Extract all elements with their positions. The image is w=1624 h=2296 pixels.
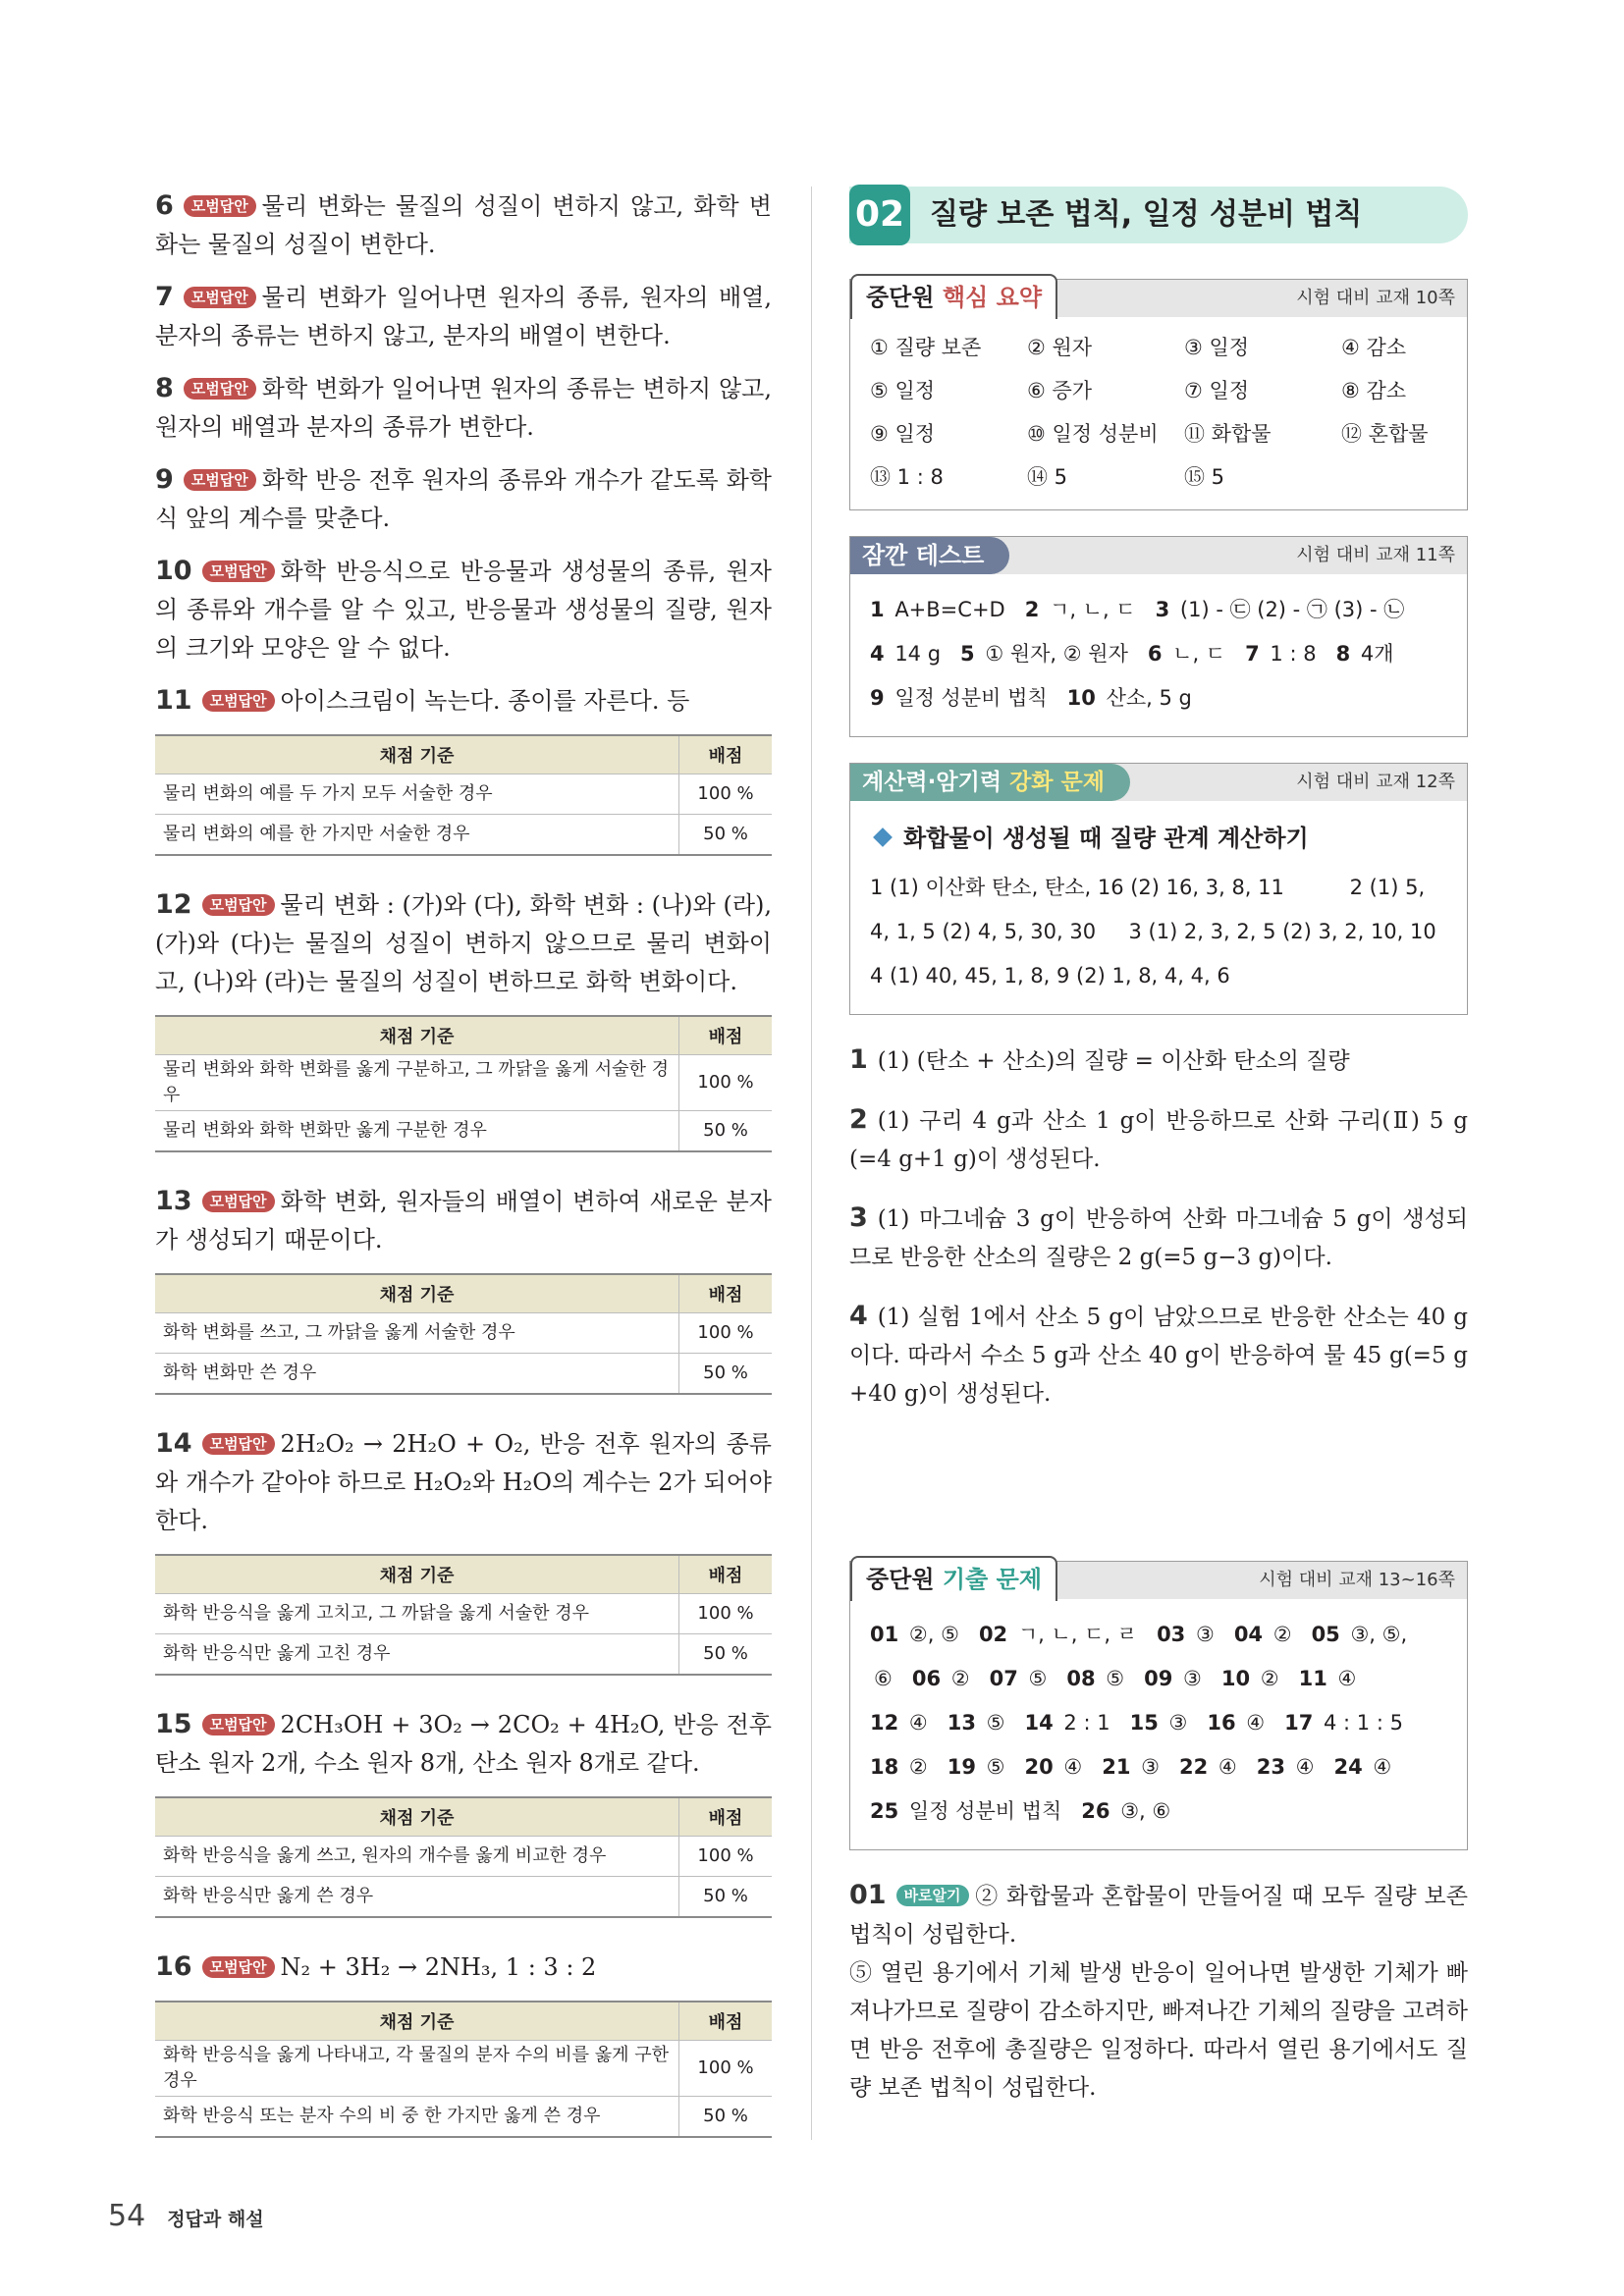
answer-item xyxy=(947,1755,1005,1779)
rubric-points: 50 % xyxy=(679,1111,772,1152)
table-row xyxy=(155,1313,772,1354)
question-number: 8 xyxy=(155,373,174,403)
item-number: 26 xyxy=(1081,1799,1110,1823)
item-number: 1 xyxy=(870,598,885,621)
model-answer-badge: 모범답안 xyxy=(184,287,256,308)
item-value: ㄴ, ㄷ xyxy=(1172,642,1226,666)
item-number: 02 xyxy=(978,1623,1008,1646)
answer-item xyxy=(1066,1667,1124,1690)
question-number: 13 xyxy=(155,1186,192,1216)
answer-item xyxy=(870,1711,928,1735)
answer-item xyxy=(1081,1799,1170,1823)
reference-page: 시험 대비 교재 10쪽 xyxy=(1296,288,1455,308)
item-value: 일정 성분비 법칙 xyxy=(894,686,1048,710)
item-number: 8 xyxy=(1335,642,1351,666)
table-row xyxy=(155,815,772,856)
question-number: 2 xyxy=(849,1104,868,1135)
reference-page: 시험 대비 교재 12쪽 xyxy=(1296,772,1455,792)
item-number: 16 xyxy=(1207,1711,1236,1735)
diamond-bullet-icon xyxy=(873,828,893,847)
answer-text: 화학 반응식으로 반응물과 생성물의 종류, 원자의 종류와 개수를 알 수 있고, 반응물과 생성물의 질량, 원자의 크기와 모양은 알 수 없다. xyxy=(155,558,772,662)
answer-item xyxy=(1025,1755,1083,1779)
answer-item xyxy=(1234,1623,1292,1646)
item-value: ⑤ xyxy=(986,1755,1005,1779)
model-answer-badge: 모범답안 xyxy=(202,561,275,582)
answer-item xyxy=(979,1623,1137,1646)
model-answer-badge: 모범답안 xyxy=(202,690,275,712)
rubric-criterion: 물리 변화의 예를 두 가지 모두 서술한 경우 xyxy=(155,774,679,815)
summary-item: ⑦ 일정 xyxy=(1184,379,1250,402)
rubric-criterion: 화학 반응식만 옳게 고친 경우 xyxy=(155,1634,679,1676)
answer-item xyxy=(1130,1711,1188,1735)
item-number: 22 xyxy=(1179,1755,1209,1779)
answer-item xyxy=(1156,598,1405,621)
item-number: 13 xyxy=(947,1711,976,1735)
table-row xyxy=(155,2097,772,2138)
answer-item xyxy=(1334,1755,1392,1779)
box-header xyxy=(850,1562,1467,1599)
answer-item xyxy=(1025,598,1136,621)
item-number: 05 xyxy=(1311,1623,1340,1646)
rubric-points: 50 % xyxy=(679,2097,772,2138)
item-value: 4 : 1 : 5 xyxy=(1324,1711,1403,1735)
question-number: 16 xyxy=(155,1951,192,1982)
answer-item xyxy=(1157,1623,1215,1646)
table-row xyxy=(155,774,772,815)
explanation-text: ⑤ 열린 용기에서 기체 발생 반응이 일어나면 발생한 기체가 빠져나가므로 질량이 감소하지만, 빠져나간 기체의 질량을 고려하면 반응 전후에 총질량은 일정하다. 따라서 열린 용기에서도 질량 보존 법칙이 성립한다. xyxy=(849,1960,1468,2101)
exam-box xyxy=(849,1561,1468,1850)
rubric-points: 100 % xyxy=(679,774,772,815)
rubric-criterion: 물리 변화와 화학 변화를 옳게 구분하고, 그 까닭을 옳게 서술한 경우 xyxy=(155,1055,679,1111)
chapter-header xyxy=(849,187,1468,243)
rubric-header-criteria: 채점 기준 xyxy=(155,1016,679,1055)
answer-text: N₂ + 3H₂ → 2NH₃, 1 : 3 : 2 xyxy=(280,1953,597,1981)
item-number: 25 xyxy=(870,1799,899,1823)
item-number: 09 xyxy=(1144,1667,1173,1690)
model-answer-badge: 모범답안 xyxy=(184,469,256,491)
answer-8 xyxy=(155,369,772,447)
summary-tag xyxy=(850,274,1057,319)
summary-item: ⑥ 증가 xyxy=(1027,379,1093,402)
rubric-header-points: 배점 xyxy=(679,1274,772,1313)
answer-item xyxy=(1179,1755,1237,1779)
tag-text: 중단원 xyxy=(866,284,943,311)
item-number: 08 xyxy=(1066,1667,1096,1690)
answer-item xyxy=(990,1667,1048,1690)
tag-highlight: 강화 문제 xyxy=(1009,770,1105,795)
summary-item: ⑤ 일정 xyxy=(870,379,936,402)
item-value: (1) - ㉢ (2) - ㉠ (3) - ㉡ xyxy=(1179,598,1405,621)
rubric-points: 100 % xyxy=(679,2041,772,2097)
item-value: ⑤ xyxy=(1106,1667,1125,1690)
answer-item xyxy=(870,598,1005,621)
item-number: 6 xyxy=(1147,642,1163,666)
rubric-table-15 xyxy=(155,1796,772,1918)
answer-text: 물리 변화가 일어나면 원자의 종류, 원자의 배열, 분자의 종류는 변하지 않고, 분자의 배열이 변한다. xyxy=(155,284,772,349)
explanation-4 xyxy=(849,1297,1468,1414)
answer-line xyxy=(870,676,1447,721)
item-number: 7 xyxy=(1245,642,1260,666)
rubric-header-points: 배점 xyxy=(679,735,772,774)
item-value: ④ xyxy=(1246,1711,1266,1735)
item-value: ⑥ xyxy=(874,1667,893,1690)
correction-badge: 바로알기 xyxy=(896,1885,969,1906)
footer-title: 정답과 해설 xyxy=(167,2209,264,2230)
item-value: A+B=C+D xyxy=(894,598,1005,621)
answer-item xyxy=(1336,642,1394,666)
exam-answers xyxy=(850,1599,1467,1849)
answer-12 xyxy=(155,885,772,1001)
question-number: 14 xyxy=(155,1428,192,1459)
answer-item xyxy=(870,1799,1061,1823)
rubric-points: 50 % xyxy=(679,1877,772,1918)
calc-subheading xyxy=(870,819,1447,858)
box-header xyxy=(850,537,1467,574)
item-value: 일정 성분비 법칙 xyxy=(908,1799,1062,1823)
rubric-criterion: 화학 반응식을 옳게 쓰고, 원자의 개수를 옳게 비교한 경우 xyxy=(155,1837,679,1877)
answer-item xyxy=(1257,1755,1315,1779)
summary-item: ⑧ 감소 xyxy=(1341,379,1407,402)
answer-text: 물리 변화는 물질의 성질이 변하지 않고, 화학 변화는 물질의 성질이 변한다. xyxy=(155,192,772,258)
summary-item: ④ 감소 xyxy=(1341,336,1407,359)
answer-line xyxy=(870,588,1447,632)
item-number: 04 xyxy=(1233,1623,1264,1646)
answer-item xyxy=(870,686,1048,710)
rubric-header-criteria: 채점 기준 xyxy=(155,735,679,774)
question-number: 10 xyxy=(155,556,192,586)
answer-line xyxy=(870,1745,1447,1789)
chapter-number: 02 xyxy=(849,185,910,245)
answer-11 xyxy=(155,681,772,721)
answer-13 xyxy=(155,1182,772,1259)
table-row xyxy=(155,1634,772,1676)
model-answer-badge: 모범답안 xyxy=(202,1433,275,1455)
table-row xyxy=(155,1055,772,1111)
answer-text: 화학 반응 전후 원자의 종류와 개수가 같도록 화학식 앞의 계수를 맞춘다. xyxy=(155,466,772,532)
item-number: 20 xyxy=(1024,1755,1054,1779)
item-value: ③ xyxy=(1141,1755,1160,1779)
rubric-points: 100 % xyxy=(679,1837,772,1877)
answer-item xyxy=(912,1667,970,1690)
right-column xyxy=(849,187,1468,2127)
item-value: ㄱ, ㄴ, ㄷ, ㄹ xyxy=(1017,1623,1138,1646)
reference-page: 시험 대비 교재 11쪽 xyxy=(1296,545,1455,565)
question-number: 7 xyxy=(155,282,174,312)
quick-test-tag: 잠깐 테스트 xyxy=(850,537,1009,574)
rubric-table-14 xyxy=(155,1554,772,1676)
answer-item xyxy=(1207,1711,1265,1735)
answer-item xyxy=(960,642,1128,666)
item-number: 11 xyxy=(1298,1667,1327,1690)
item-value: ②, ⑤ xyxy=(908,1623,959,1646)
table-row xyxy=(155,1111,772,1152)
summary-item: ① 질량 보존 xyxy=(870,336,982,359)
item-value: ④ xyxy=(1373,1755,1392,1779)
subheading-text: 화합물이 생성될 때 질량 관계 계산하기 xyxy=(903,825,1309,852)
item-value: 산소, 5 g xyxy=(1106,686,1192,710)
table-row xyxy=(155,1837,772,1877)
item-value: ㄱ, ㄴ, ㄷ xyxy=(1050,598,1136,621)
answer-item xyxy=(870,1755,928,1779)
answer-text: 아이스크림이 녹는다. 종이를 자른다. 등 xyxy=(280,687,690,715)
rubric-header-points: 배점 xyxy=(679,1016,772,1055)
item-value: ② xyxy=(1272,1623,1292,1646)
question-number: 4 xyxy=(849,1301,868,1331)
answer-item xyxy=(1221,1667,1279,1690)
item-value: ③ xyxy=(1183,1667,1202,1690)
table-row xyxy=(155,1594,772,1634)
item-number: 07 xyxy=(989,1667,1018,1690)
answer-line xyxy=(870,1613,1447,1657)
box-header xyxy=(850,280,1467,317)
answer-01 xyxy=(849,1876,1468,2108)
question-number: 9 xyxy=(155,464,174,495)
model-answer-badge: 모범답안 xyxy=(202,1714,275,1735)
calc-tag xyxy=(850,764,1130,801)
answer-line xyxy=(870,1701,1447,1745)
chapter-title: 질량 보존 법칙, 일정 성분비 법칙 xyxy=(930,197,1363,232)
item-number: 15 xyxy=(1129,1711,1159,1735)
summary-answers xyxy=(870,331,1447,494)
rubric-header-criteria: 채점 기준 xyxy=(155,1274,679,1313)
summary-item: ⑮ 5 xyxy=(1184,465,1225,489)
answer-text: 화학 변화, 원자들의 배열이 변하여 새로운 분자가 생성되기 때문이다. xyxy=(155,1188,772,1254)
page-number: 54 xyxy=(108,2199,146,2233)
answer-text: 화학 변화가 일어나면 원자의 종류는 변하지 않고, 원자의 배열과 분자의 종류가 변한다. xyxy=(155,375,772,441)
item-number: 10 xyxy=(1066,686,1096,710)
tag-highlight: 핵심 요약 xyxy=(942,284,1043,311)
item-number: 24 xyxy=(1333,1755,1363,1779)
item-value: ④ xyxy=(1337,1667,1357,1690)
rubric-criterion: 화학 반응식만 옳게 쓴 경우 xyxy=(155,1877,679,1918)
answer-text: 2CH₃OH + 3O₂ → 2CO₂ + 4H₂O, 반응 전후 탄소 원자 2개, 수소 원자 8개, 산소 원자 8개로 같다. xyxy=(155,1711,772,1777)
rubric-table-11 xyxy=(155,734,772,856)
summary-item: ② 원자 xyxy=(1027,336,1093,359)
item-value: ② xyxy=(1260,1667,1279,1690)
answer-10 xyxy=(155,552,772,667)
item-number: 21 xyxy=(1102,1755,1131,1779)
rubric-points: 50 % xyxy=(679,815,772,856)
answer-item xyxy=(1245,642,1316,666)
explanation-2 xyxy=(849,1100,1468,1179)
answer-item xyxy=(1284,1711,1403,1735)
item-number: 18 xyxy=(870,1755,899,1779)
item-number: 06 xyxy=(911,1667,942,1690)
tag-highlight: 기출 문제 xyxy=(942,1566,1043,1593)
rubric-points: 100 % xyxy=(679,1594,772,1634)
item-number: 03 xyxy=(1157,1623,1186,1646)
item-value: ④ xyxy=(1063,1755,1083,1779)
explanation-1 xyxy=(849,1041,1468,1081)
answer-item xyxy=(870,1623,959,1646)
item-number: 19 xyxy=(947,1755,976,1779)
rubric-table-12 xyxy=(155,1015,772,1152)
item-value: 2 : 1 xyxy=(1063,1711,1110,1735)
item-number: 12 xyxy=(870,1711,899,1735)
answer-14 xyxy=(155,1424,772,1540)
rubric-points: 50 % xyxy=(679,1634,772,1676)
answer-item xyxy=(1102,1755,1160,1779)
answer-16 xyxy=(155,1948,772,1987)
explanation-text: (1) (탄소 + 산소)의 질량 = 이산화 탄소의 질량 xyxy=(877,1048,1350,1074)
rubric-header-points: 배점 xyxy=(679,1555,772,1594)
quick-test-answers xyxy=(850,574,1467,736)
model-answer-badge: 모범답안 xyxy=(184,378,256,400)
answer-item xyxy=(870,642,941,666)
answer-line xyxy=(870,1657,1447,1701)
answer-7 xyxy=(155,278,772,355)
explanation-text: (1) 구리 4 g과 산소 1 g이 반응하므로 산화 구리(Ⅱ) 5 g (=4 g+1 g)이 생성된다. xyxy=(849,1108,1468,1172)
rubric-table-16 xyxy=(155,2001,772,2138)
answer-item xyxy=(1067,686,1192,710)
answer-9 xyxy=(155,460,772,538)
item-value: ④ xyxy=(1218,1755,1237,1779)
rubric-header-points: 배점 xyxy=(679,1797,772,1837)
item-value: ③ xyxy=(1168,1711,1188,1735)
item-value: ⑤ xyxy=(1028,1667,1048,1690)
summary-item: ③ 일정 xyxy=(1184,336,1250,359)
item-number: 3 xyxy=(1155,598,1170,621)
rubric-header-points: 배점 xyxy=(679,2002,772,2041)
calc-answer-line: 4, 1, 5 (2) 4, 5, 30, 30 3 (1) 2, 3, 2, 5 (2) 3, 2, 10, 10 xyxy=(870,920,1436,943)
calc-answer-line: 4 (1) 40, 45, 1, 8, 9 (2) 1, 8, 4, 4, 6 xyxy=(870,964,1230,988)
item-number: 10 xyxy=(1220,1667,1251,1690)
table-row xyxy=(155,1877,772,1918)
summary-item: ⑭ 5 xyxy=(1027,465,1068,489)
item-value: ⑤ xyxy=(986,1711,1005,1735)
table-row xyxy=(155,2041,772,2097)
question-number: 12 xyxy=(155,889,192,920)
item-number: 23 xyxy=(1256,1755,1285,1779)
question-number: 1 xyxy=(849,1044,868,1075)
answer-item xyxy=(1148,642,1225,666)
page-footer xyxy=(108,2199,264,2233)
rubric-criterion: 화학 반응식 또는 분자 수의 비 중 한 가지만 옳게 쓴 경우 xyxy=(155,2097,679,2138)
item-number: 14 xyxy=(1024,1711,1054,1735)
summary-item: ⑪ 화합물 xyxy=(1184,422,1272,446)
item-value: ③, ⑤, xyxy=(1350,1623,1408,1646)
summary-item: ⑫ 혼합물 xyxy=(1341,422,1429,446)
rubric-criterion: 화학 반응식을 옳게 나타내고, 각 물질의 분자 수의 비를 옳게 구한 경우 xyxy=(155,2041,679,2097)
rubric-criterion: 화학 반응식을 옳게 고치고, 그 까닭을 옳게 서술한 경우 xyxy=(155,1594,679,1634)
column-divider xyxy=(811,187,812,2140)
model-answer-badge: 모범답안 xyxy=(202,1956,275,1978)
calc-box xyxy=(849,763,1468,1015)
calc-answer-line: 1 (1) 이산화 탄소, 탄소, 16 (2) 16, 3, 8, 11 2 (1) 5, xyxy=(870,876,1426,899)
reference-page: 시험 대비 교재 13~16쪽 xyxy=(1259,1570,1455,1590)
model-answer-badge: 모범답안 xyxy=(202,1191,275,1212)
rubric-header-criteria: 채점 기준 xyxy=(155,1555,679,1594)
table-row xyxy=(155,1354,772,1395)
rubric-header-criteria: 채점 기준 xyxy=(155,1797,679,1837)
rubric-points: 100 % xyxy=(679,1055,772,1111)
item-value: ④ xyxy=(908,1711,928,1735)
item-number: 2 xyxy=(1024,598,1040,621)
answer-item xyxy=(947,1711,1005,1735)
quick-test-box xyxy=(849,536,1468,737)
question-number: 11 xyxy=(155,685,192,716)
left-column xyxy=(155,187,772,2167)
item-value: ② xyxy=(950,1667,970,1690)
question-number: 15 xyxy=(155,1709,192,1739)
rubric-criterion: 화학 변화를 쓰고, 그 까닭을 옳게 서술한 경우 xyxy=(155,1313,679,1354)
explanation-text: (1) 실험 1에서 산소 5 g이 남았으므로 반응한 산소는 40 g이다. 따라서 수소 5 g과 산소 40 g이 반응하여 물 45 g(=5 g +40 g)이 생성된다. xyxy=(849,1305,1468,1407)
explanation-text: ② 화합물과 혼합물이 만들어질 때 모두 질량 보존 법칙이 성립한다. xyxy=(849,1884,1468,1948)
item-value: 1 : 8 xyxy=(1270,642,1317,666)
rubric-criterion: 물리 변화와 화학 변화만 옳게 구분한 경우 xyxy=(155,1111,679,1152)
question-number: 6 xyxy=(155,190,174,221)
model-answer-badge: 모범답안 xyxy=(184,195,256,217)
model-answer-badge: 모범답안 xyxy=(202,894,275,916)
item-number: 01 xyxy=(870,1623,899,1646)
summary-item: ⑨ 일정 xyxy=(870,422,936,446)
exam-tag xyxy=(850,1556,1057,1601)
item-value: 14 g xyxy=(894,642,942,666)
summary-box xyxy=(849,279,1468,510)
rubric-header-criteria: 채점 기준 xyxy=(155,2002,679,2041)
rubric-criterion: 화학 변화만 쓴 경우 xyxy=(155,1354,679,1395)
answer-item xyxy=(870,1667,893,1690)
answer-item xyxy=(1312,1623,1408,1646)
answer-text: 2H₂O₂ → 2H₂O + O₂, 반응 전후 원자의 종류와 개수가 같아야 하므로 H₂O₂와 H₂O의 계수는 2가 되어야 한다. xyxy=(155,1430,772,1534)
item-number: 5 xyxy=(960,642,975,666)
item-value: 4개 xyxy=(1360,642,1394,666)
item-value: ② xyxy=(908,1755,928,1779)
summary-item: ⑬ 1 : 8 xyxy=(870,465,944,489)
answer-15 xyxy=(155,1705,772,1783)
answer-line xyxy=(870,632,1447,676)
answer-item xyxy=(1144,1667,1202,1690)
rubric-points: 100 % xyxy=(679,1313,772,1354)
explanation-3 xyxy=(849,1199,1468,1277)
item-number: 4 xyxy=(870,642,885,666)
item-value: ④ xyxy=(1295,1755,1315,1779)
item-number: 17 xyxy=(1284,1711,1314,1735)
box-header xyxy=(850,764,1467,801)
answer-line xyxy=(870,1789,1447,1834)
rubric-table-13 xyxy=(155,1273,772,1395)
rubric-points: 50 % xyxy=(679,1354,772,1395)
tag-text: 중단원 xyxy=(866,1566,943,1593)
answer-item xyxy=(1025,1711,1110,1735)
question-number: 3 xyxy=(849,1202,868,1233)
tag-text: 계산력·암기력 xyxy=(862,770,1010,795)
item-value: ③, ⑥ xyxy=(1120,1799,1171,1823)
explanation-text: (1) 마그네슘 3 g이 반응하여 산화 마그네슘 5 g이 생성되므로 반응한 산소의 질량은 2 g(=5 g−3 g)이다. xyxy=(849,1206,1468,1270)
item-number: 9 xyxy=(870,686,885,710)
summary-item: ⑩ 일정 성분비 xyxy=(1027,422,1159,446)
rubric-criterion: 물리 변화의 예를 한 가지만 서술한 경우 xyxy=(155,815,679,856)
answer-text: 물리 변화 : (가)와 (다), 화학 변화 : (나)와 (라), (가)와 (다)는 물질의 성질이 변하지 않으므로 물리 변화이고, (나)와 (라)는 물질의 성질이 변하므로 화학 변화이다. xyxy=(155,891,772,995)
item-value: ③ xyxy=(1195,1623,1215,1646)
item-value: ① 원자, ② 원자 xyxy=(985,642,1128,666)
answer-item xyxy=(1299,1667,1357,1690)
question-number: 01 xyxy=(849,1880,887,1910)
answer-6 xyxy=(155,187,772,264)
